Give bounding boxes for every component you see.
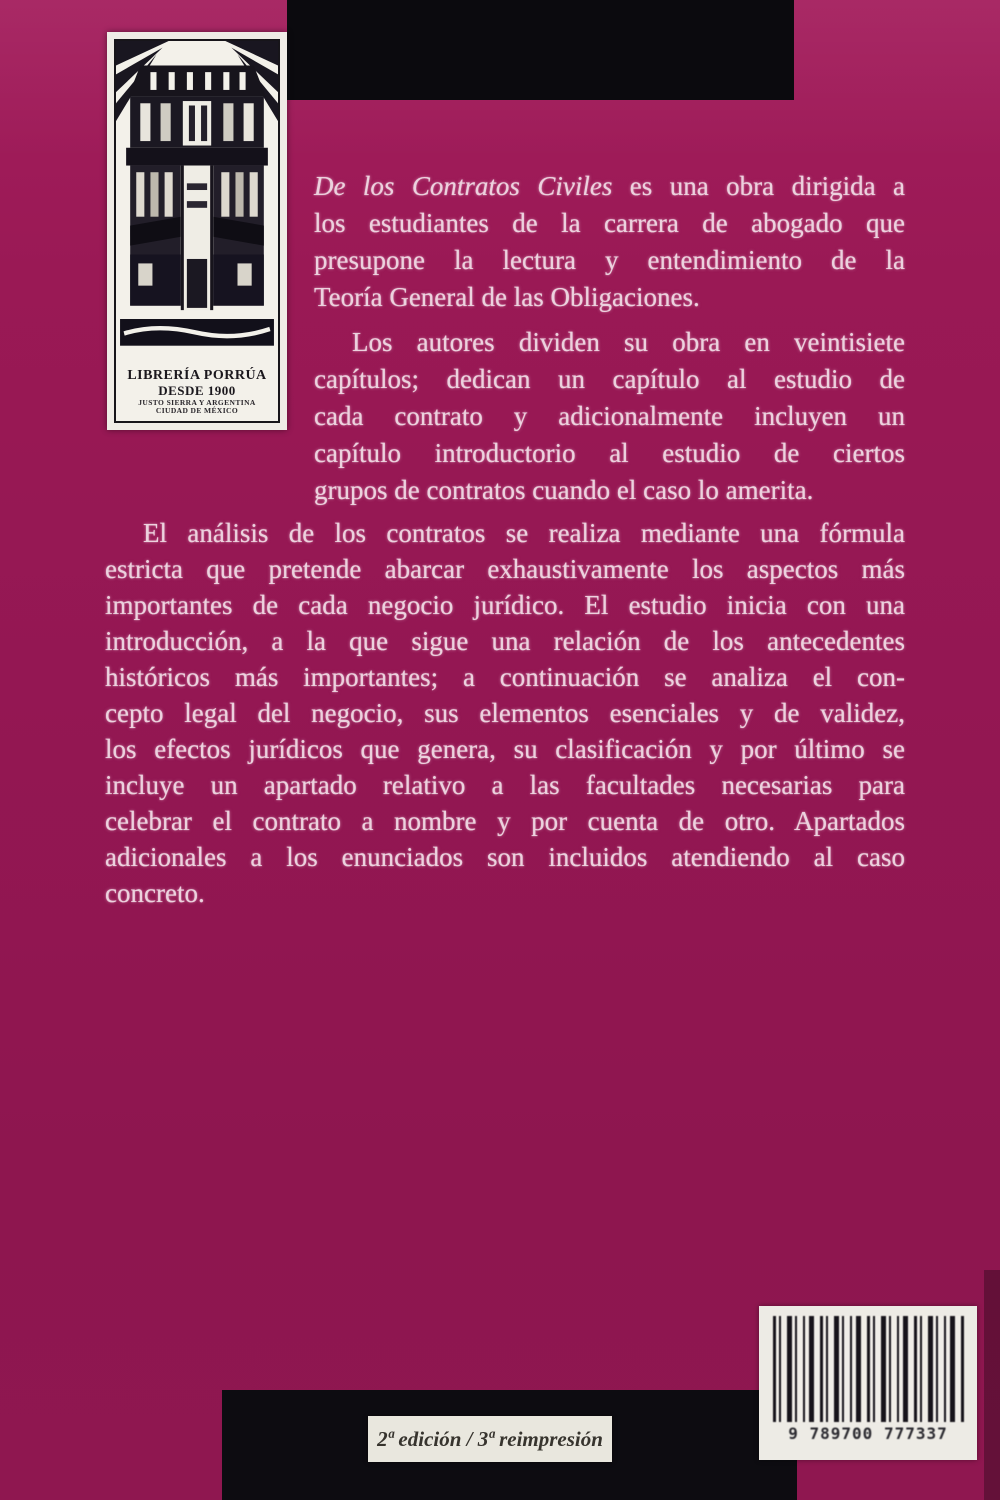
edition-label bbox=[368, 1416, 612, 1462]
back-text-line: los efectos jurídicos que genera, su clasificación y por último se bbox=[105, 734, 905, 764]
back-text-span: es una obra dirigida a bbox=[612, 171, 905, 201]
isbn-barcode-label bbox=[759, 1306, 977, 1460]
back-text-line: los estudiantes de la carrera de abogado que bbox=[314, 208, 905, 238]
top-black-panel bbox=[287, 0, 794, 100]
photo-edge-shadow bbox=[984, 1270, 1000, 1500]
book-title-italic: De los Contratos Civiles bbox=[314, 171, 613, 201]
back-text-line: capítulo introductorio al estudio de ciertos bbox=[314, 438, 905, 468]
back-text-line: incluye un apartado relativo a las facultades necesarias para bbox=[105, 770, 905, 800]
back-text-line: cepto legal del negocio, sus elementos esenciales y de validez, bbox=[105, 698, 905, 728]
back-text-line: grupos de contratos cuando el caso lo amerita. bbox=[314, 475, 814, 505]
publisher-address-street: JUSTO SIERRA Y ARGENTINA bbox=[138, 397, 256, 407]
publisher-address-city: CIUDAD DE MÉXICO bbox=[155, 406, 239, 416]
back-text-line: El análisis de los contratos se realiza mediante una fórmula bbox=[143, 518, 905, 548]
back-text-line: estricta que pretende abarcar exhaustivamente los aspectos más bbox=[105, 554, 905, 584]
back-text-line bbox=[314, 168, 905, 204]
back-text-line: introducción, a la que sigue una relación de los antecedentes bbox=[105, 626, 905, 656]
back-text-line: históricos más importantes; a continuación se analiza el con- bbox=[105, 662, 905, 692]
publisher-since: DESDE 1900 bbox=[158, 382, 236, 398]
back-text-line: adicionales a los enunciados son incluidos atendiendo al caso bbox=[105, 842, 905, 872]
back-text-line: capítulos; dedican un capítulo al estudio de bbox=[314, 364, 905, 394]
barcode-number: 9 789700 777337 bbox=[788, 1424, 948, 1443]
publisher-logo-text bbox=[116, 366, 278, 421]
back-text-line: concreto. bbox=[105, 878, 205, 908]
publisher-logo-label bbox=[107, 32, 287, 430]
porrua-building-engraving-icon bbox=[116, 41, 278, 366]
edition-label-text: 2ª edición / 3ª reimpresión bbox=[377, 1426, 603, 1451]
back-text-line: cada contrato y adicionalmente incluyen un bbox=[314, 401, 905, 431]
back-text-line: Los autores dividen su obra en veintisiete bbox=[352, 327, 905, 357]
back-text-line: Teoría General de las Obligaciones. bbox=[314, 282, 700, 312]
publisher-logo-frame bbox=[114, 39, 280, 423]
publisher-name: LIBRERÍA PORRÚA bbox=[127, 367, 267, 383]
back-text-line: importantes de cada negocio jurídico. El estudio inicia con una bbox=[105, 590, 905, 620]
barcode-bars bbox=[773, 1316, 965, 1422]
back-text-line: celebrar el contrato a nombre y por cuenta de otro. Apartados bbox=[105, 806, 905, 836]
back-text-line: presupone la lectura y entendimiento de la bbox=[314, 245, 905, 275]
